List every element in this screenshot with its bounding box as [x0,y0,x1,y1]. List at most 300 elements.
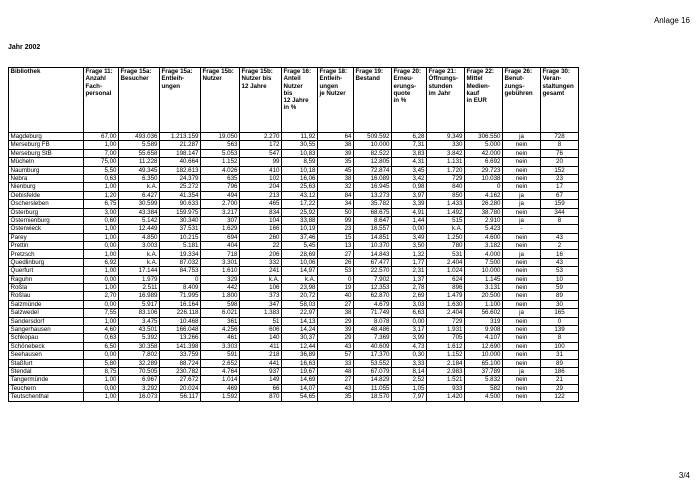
table-cell: 14,69 [282,376,318,384]
table-cell: 306.550 [465,133,503,141]
table-cell: 37.789 [465,367,503,375]
table-cell: 38 [318,141,354,149]
column-header-line: kauf [466,89,480,97]
table-cell: 14.851 [354,233,392,241]
table-cell: 4,60 [84,325,119,333]
table-cell: 3,45 [392,166,427,174]
table-cell: 3,83 [392,149,427,157]
table-cell: 12.805 [354,158,392,166]
table-cell: 26.280 [465,200,503,208]
table-cell: 6,92 [84,258,119,266]
table-cell: 0,00 [84,384,119,392]
table-header-row [9,68,579,133]
table-cell: 22,97 [282,309,318,317]
table-cell: 67.079 [354,367,392,375]
library-name-cell: Schkopau [9,334,84,342]
table-row [9,133,579,141]
table-cell: 20 [541,158,579,166]
column-header-line: Frage 15a: [120,68,152,75]
table-cell: 23 [318,225,354,233]
table-cell: 0,00 [392,225,427,233]
library-name-cell: Salzmünde [9,300,84,308]
table-row [9,200,579,208]
table-cell: 9.908 [465,325,503,333]
table-cell: ja [503,309,541,317]
table-cell: 373 [240,292,282,300]
table-cell: 1.213.159 [160,133,201,141]
library-statistics-table [8,67,579,402]
table-cell: nein [503,317,541,325]
table-cell: 896 [427,284,465,292]
table-cell: 1,00 [84,393,119,401]
table-cell: 40.664 [160,158,201,166]
table-cell: 49.345 [119,166,160,174]
table-cell: 34 [318,200,354,208]
table-cell: 90.633 [160,200,201,208]
column-header-line: Frage 22: [466,68,495,75]
table-cell: 3,42 [392,174,427,182]
column-header-line: Besucher [120,75,149,83]
table-cell: 30.340 [160,216,201,224]
column-header-line: 12 Jahre [283,97,309,105]
table-cell: ja [503,250,541,258]
library-name-cell: Parey [9,233,84,241]
table-cell: 53 [318,267,354,275]
column-header-line: gebühren [504,89,533,97]
table-cell: nein [503,267,541,275]
page-number: 3/4 [678,471,690,480]
table-cell: 29 [318,317,354,325]
table-cell: 5.053 [201,149,240,157]
table-cell: 10.000 [354,141,392,149]
table-cell: 23 [541,174,579,182]
table-cell: 3.303 [201,342,240,350]
table-cell: ja [503,216,541,224]
table-cell: 0,00 [84,300,119,308]
table-cell: 10.000 [465,267,503,275]
table-cell: 40 [318,292,354,300]
table-cell: 718 [201,250,240,258]
table-cell [541,225,579,233]
column-header-line: erungs- [393,82,417,90]
table-cell: 84.753 [160,267,201,275]
table-cell: 1,00 [84,233,119,241]
table-cell: 7.802 [119,351,160,359]
table-cell: 122 [541,393,579,401]
table-cell: 3,97 [392,191,427,199]
library-name-cell: Magdeburg [9,133,84,141]
column-header-line: Öffnungs- [428,75,459,83]
column-header-line: Nutzer bis [241,75,272,83]
table-cell: 4,73 [392,342,427,350]
table-cell: nein [503,351,541,359]
table-cell: 1,44 [392,216,427,224]
table-cell: 5.142 [119,216,160,224]
table-cell: 2.652 [201,359,240,367]
table-row [9,158,579,166]
table-row [9,174,579,182]
table-cell: 3,39 [392,200,427,208]
table-cell: 9.349 [427,133,465,141]
column-header-line: Nutzer [283,82,303,90]
table-cell: 563 [201,141,240,149]
table-cell: 3.842 [427,149,465,157]
table-cell: 206 [240,250,282,258]
table-cell: 1,00 [84,250,119,258]
table-row [9,166,579,174]
column-header-line: Veran- [542,75,562,83]
table-cell: 11.228 [119,158,160,166]
table-cell: 10.215 [160,233,201,241]
table-cell: 0,63 [84,174,119,182]
table-cell: 0,00 [84,275,119,283]
column-header-line: Frage 21: [428,68,457,75]
table-cell: 32.289 [119,359,160,367]
table-cell: 33.759 [160,351,201,359]
table-cell: 139 [541,325,579,333]
table-cell: 3.301 [201,258,240,266]
table-cell: 35 [318,393,354,401]
table-cell: 71.749 [354,309,392,317]
table-row [9,183,579,191]
table-cell: 6.350 [119,174,160,182]
table-cell: nein [503,300,541,308]
table-cell: 2 [541,242,579,250]
table-cell: 16.164 [160,300,201,308]
table-cell: 1,00 [84,267,119,275]
column-header [318,68,354,133]
table-cell: 3,00 [84,208,119,216]
column-header-line: 12 Jahre [241,82,267,90]
table-cell: nein [503,174,541,182]
table-cell: 465 [240,200,282,208]
table-cell: 17 [541,183,579,191]
table-cell: 15 [318,233,354,241]
column-header [240,68,282,133]
library-name-cell: Prettin [9,242,84,250]
table-cell: 166.048 [160,325,201,333]
column-header-line: bis [283,89,293,97]
table-row [9,376,579,384]
table-cell: 870 [240,393,282,401]
column-header-line: Entleih- [319,75,343,83]
table-cell: 104 [240,216,282,224]
table-cell: 43 [318,342,354,350]
table-cell: 68.675 [354,208,392,216]
table-cell: 30,37 [282,334,318,342]
library-name-cell: Quedlinburg [9,258,84,266]
library-name-cell: Roßla [9,284,84,292]
table-cell: 152 [541,166,579,174]
table-cell: 35 [318,158,354,166]
table-cell: 410 [240,166,282,174]
table-cell: 2,78 [392,284,427,292]
table-cell: 27.672 [160,376,201,384]
table-cell: 1.720 [427,166,465,174]
table-cell: nein [503,183,541,191]
table-cell: 3,17 [392,325,427,333]
table-cell: 6,75 [84,200,119,208]
table-cell: 2.700 [201,200,240,208]
table-cell: 30 [541,300,579,308]
table-cell: 30.599 [119,200,160,208]
table-cell: 1.612 [427,342,465,350]
table-cell: 2,70 [84,292,119,300]
table-cell: 31 [541,351,579,359]
table-cell: 729 [427,317,465,325]
table-cell: 8,59 [282,158,318,166]
table-cell: 8.647 [354,216,392,224]
table-cell: 14,07 [282,384,318,392]
table-cell: 5.392 [119,334,160,342]
table-cell: 1.152 [201,158,240,166]
table-cell: 213 [240,191,282,199]
table-cell: 71.995 [160,292,201,300]
column-header-line: ungen [161,82,181,90]
table-cell: k.A. [427,225,465,233]
table-cell: 6,28 [392,133,427,141]
table-cell: 20.024 [160,384,201,392]
table-cell: 53.552 [354,359,392,367]
table-cell: 55.658 [119,149,160,157]
table-row [9,191,579,199]
column-header-line: Frage 19: [355,68,384,75]
table-cell: 38 [318,309,354,317]
table-cell: ja [503,133,541,141]
column-header [465,68,503,133]
column-header [354,68,392,133]
table-cell: 19 [318,284,354,292]
table-cell: 241 [240,267,282,275]
library-name-cell: Seehausen [9,351,84,359]
table-cell: 198.147 [160,149,201,157]
table-cell: 56.602 [465,309,503,317]
column-header-line: Frage 15b: [202,68,234,75]
table-cell: 1.024 [427,267,465,275]
column-header-line: zungs- [504,82,525,90]
table-cell: 1.479 [427,292,465,300]
table-cell: 1.629 [201,225,240,233]
table-cell: 11.055 [354,384,392,392]
table-cell: 72.874 [354,166,392,174]
library-name-cell: Roßlau [9,292,84,300]
table-cell: 8.078 [354,317,392,325]
table-cell: 0,00 [84,242,119,250]
table-cell: 8 [541,216,579,224]
table-cell: 16.089 [354,174,392,182]
table-cell: 149 [240,376,282,384]
table-cell: 16.073 [119,393,160,401]
table-cell: 19.050 [201,133,240,141]
table-cell: 694 [201,233,240,241]
table-cell: 10.468 [160,317,201,325]
table-cell: 8 [541,334,579,342]
library-name-cell: Raguhn [9,275,84,283]
table-cell: 4.679 [354,300,392,308]
table-cell: 21 [541,376,579,384]
table-cell: 48 [318,367,354,375]
table-cell: 30.358 [119,342,160,350]
table-cell: 16.989 [119,292,160,300]
table-cell: 1,00 [84,225,119,233]
table-cell: 0,98 [392,183,427,191]
table-cell: 20,72 [282,292,318,300]
table-cell: 5.423 [465,225,503,233]
table-cell: 329 [201,275,240,283]
table-cell: nein [503,384,541,392]
table-row [9,258,579,266]
table-cell: 53 [541,267,579,275]
table-cell: 10.000 [465,351,503,359]
table-cell: 10 [541,275,579,283]
library-name-cell: Stendal [9,367,84,375]
table-cell: 7.902 [354,275,392,283]
column-header-line: Frage 15a: [161,68,193,75]
table-cell: k.A. [119,250,160,258]
column-header [9,68,84,133]
table-cell: 8,14 [392,367,427,375]
table-cell: 834 [240,208,282,216]
table-cell: 140 [240,334,282,342]
table-cell: 0 [541,317,579,325]
table-cell: 531 [427,250,465,258]
table-cell: 10,19 [282,225,318,233]
table-cell: 106 [240,284,282,292]
column-header [427,68,465,133]
library-name-cell: Teutschenthal [9,393,84,401]
table-cell: 29.723 [465,166,503,174]
table-cell: 1.145 [465,275,503,283]
table-cell: 13.266 [160,334,201,342]
table-cell: k.A. [119,258,160,266]
table-cell: 88.724 [160,359,201,367]
table-cell: 0 [318,275,354,283]
table-cell: 38.780 [465,208,503,216]
table-cell: 18.570 [354,393,392,401]
table-cell: 2.404 [427,258,465,266]
library-name-cell: Merseburg FB [9,141,84,149]
column-header [84,68,119,133]
table-cell: 5,50 [84,166,119,174]
table-cell: 1,00 [84,317,119,325]
table-cell: 58,03 [282,300,318,308]
column-header-line: in EUR [466,97,487,105]
table-cell: 3.003 [119,242,160,250]
table-cell: 64 [318,133,354,141]
table-cell: 39 [318,149,354,157]
table-cell: 591 [201,351,240,359]
table-cell: 547 [240,149,282,157]
table-cell: 24.379 [160,174,201,182]
table-cell: 28,69 [282,250,318,258]
column-header-line: Bestand [355,75,380,83]
table-row [9,292,579,300]
table-row [9,309,579,317]
table-cell: 26 [318,258,354,266]
library-name-cell: Osterburg [9,208,84,216]
table-cell: 182.613 [160,166,201,174]
table-cell: 2.910 [465,216,503,224]
table-cell: 89 [541,292,579,300]
table-cell: 4.764 [201,367,240,375]
table-cell: 100 [541,342,579,350]
table-cell: 67 [541,191,579,199]
table-cell: 23,98 [282,284,318,292]
table-cell: 3.131 [465,284,503,292]
table-cell: 933 [427,384,465,392]
table-cell: 7,31 [392,141,427,149]
table-cell: 1.250 [427,233,465,241]
table-row [9,367,579,375]
table-cell: 729 [427,174,465,182]
table-cell: 728 [541,133,579,141]
table-cell: k.A. [240,275,282,283]
table-cell: 5.589 [119,141,160,149]
table-cell: 66 [240,384,282,392]
column-header-line: Benut- [504,75,525,83]
table-cell: 4.000 [465,250,503,258]
library-name-cell: Mücheln [9,158,84,166]
column-header-line: Frage 26: [504,68,533,75]
table-cell: 2,31 [392,267,427,275]
column-header-line: Frage 16: [283,68,312,75]
table-cell: 1.592 [201,393,240,401]
library-name-cell: Sangerhausen [9,325,84,333]
library-name-cell: Nienburg [9,183,84,191]
table-cell: 3.292 [119,384,160,392]
table-row [9,325,579,333]
table-cell: 3.217 [201,208,240,216]
column-header-line: Fach- [85,82,103,90]
table-cell: 461 [201,334,240,342]
table-cell: 40.609 [354,342,392,350]
table-cell: 1,37 [392,275,427,283]
library-name-cell: Teuchern [9,384,84,392]
table-row [9,284,579,292]
library-name-cell: Oebisfelde [9,191,84,199]
table-cell: 82.522 [354,149,392,157]
table-cell: 1.433 [427,200,465,208]
table-cell: 12.690 [465,342,503,350]
table-cell: 469 [201,384,240,392]
table-cell: 411 [240,342,282,350]
table-cell: 35.782 [354,200,392,208]
table-row [9,250,579,258]
table-cell: 850 [427,191,465,199]
table-cell: 48.486 [354,325,392,333]
table-cell: 16.945 [354,183,392,191]
table-cell: 6.427 [119,191,160,199]
table-cell: 43.384 [119,208,160,216]
table-cell: 67,00 [84,133,119,141]
table-cell: 43 [541,258,579,266]
table-cell: 20.500 [465,292,503,300]
column-header-line: Anteil [283,75,301,83]
table-cell: 3,33 [392,359,427,367]
column-header-line: Frage 18: [319,68,348,75]
table-cell: 7,97 [392,393,427,401]
table-cell: 1,77 [392,258,427,266]
library-name-cell: Querfurt [9,267,84,275]
table-cell: nein [503,149,541,157]
table-cell: 67.477 [354,258,392,266]
table-cell: 494 [201,191,240,199]
table-cell: 29 [541,384,579,392]
table-cell: 1.800 [201,292,240,300]
table-cell: 1.152 [427,351,465,359]
table-cell: 22.570 [354,267,392,275]
table-cell: 27 [318,300,354,308]
